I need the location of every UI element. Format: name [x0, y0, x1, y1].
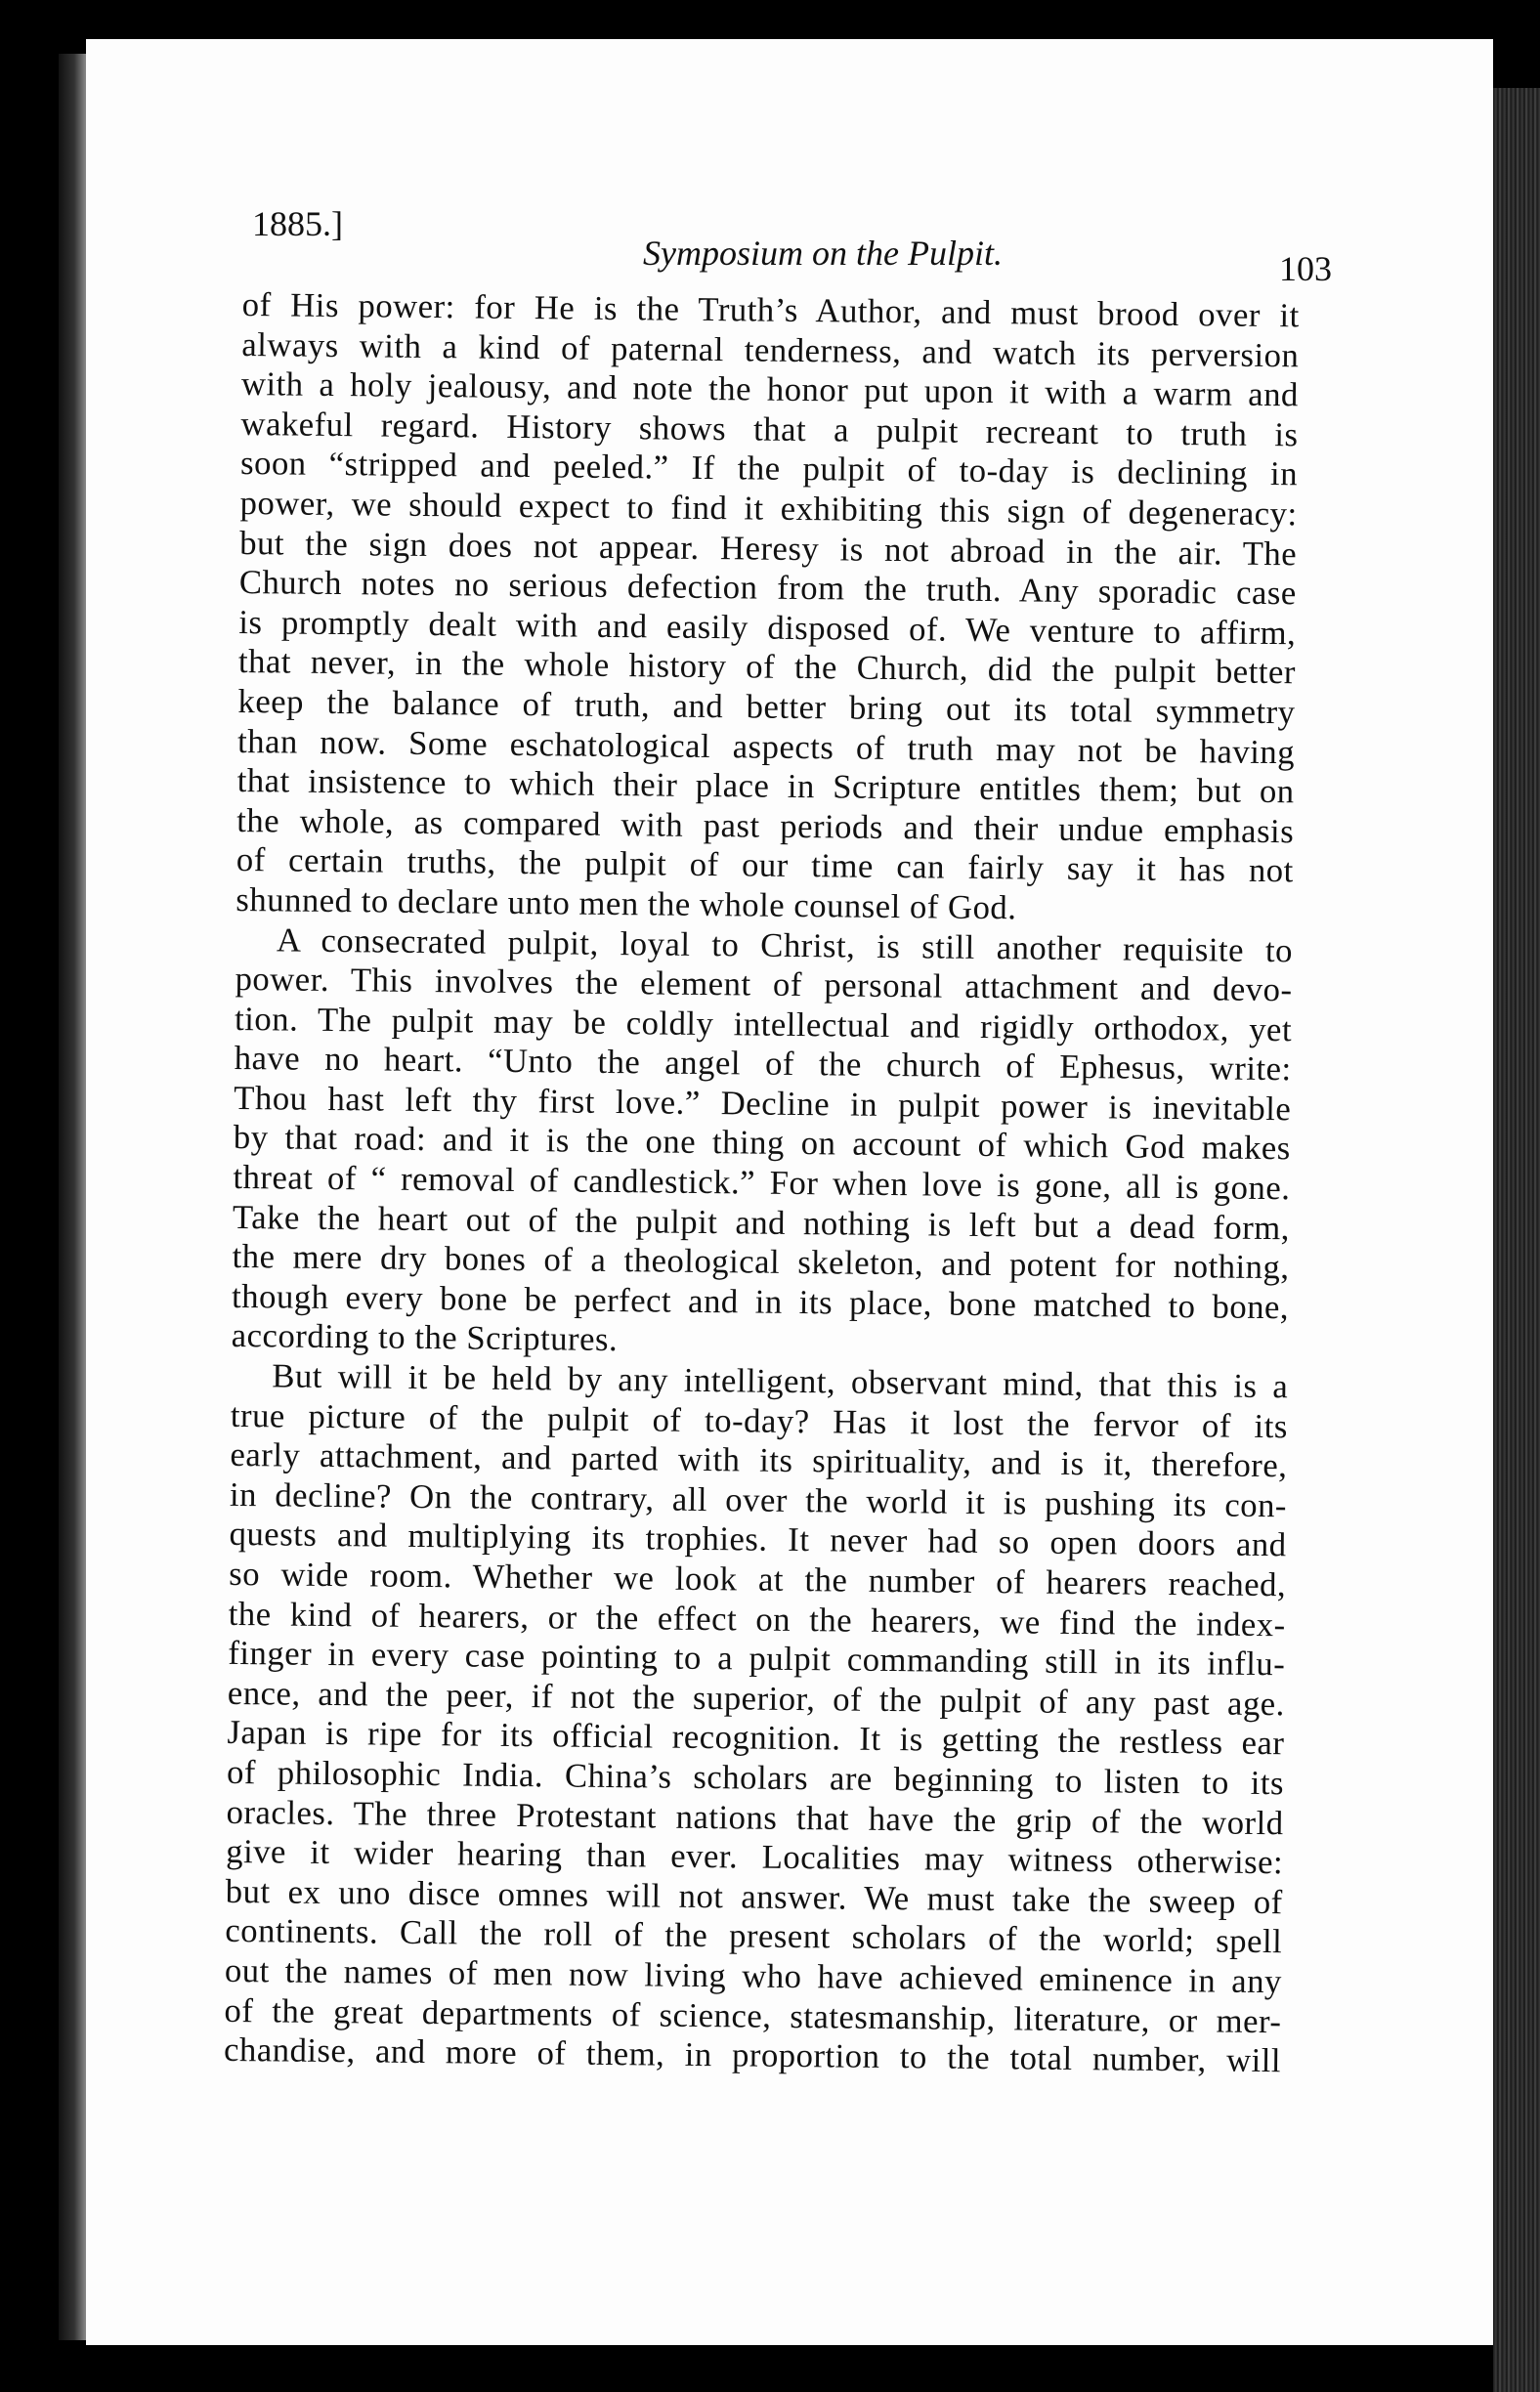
- text-line: so wide room. Whether we look at the number of hearers reached,: [228, 1554, 1287, 1604]
- text-line: of certain truths, the pulpit of our time can fairly say it has not: [235, 840, 1294, 890]
- text-line: Church notes no serious defection from the truth. Any sporadic case: [238, 563, 1297, 613]
- text-line: ence, and the peer, if not the superior, of the pulpit of any past age.: [227, 1673, 1286, 1724]
- text-line: Take the heart out of the pulpit and nothing is left but a dead form,: [232, 1197, 1291, 1247]
- text-line: of the great departments of science, statesmanship, literature, or mer-: [224, 1990, 1282, 2040]
- text-line: of philosophic India. China’s scholars are beginning to listen to its: [226, 1752, 1285, 1803]
- body-text: [224, 285, 1300, 2081]
- text-line: finger in every case pointing to a pulpit commanding still in its influ-: [228, 1634, 1286, 1684]
- text-line: but the sign does not appear. Heresy is not abroad in the air. The: [239, 523, 1298, 573]
- paragraph: [235, 285, 1300, 931]
- text-line: power. This involves the element of personal attachment and devo-: [235, 960, 1293, 1009]
- text-line: A consecrated pulpit, loyal to Christ, is still another requisite to: [276, 919, 1294, 969]
- text-line: chandise, and more of them, in proportion to the total number, will: [223, 2030, 1282, 2080]
- text-line: of His power: for He is the Truth’s Author, and must brood over it: [241, 285, 1300, 335]
- text-line: though every bone be perfect and in its place, bone matched to bone,: [231, 1276, 1290, 1327]
- text-line: power, we should expect to find it exhibiting this sign of degeneracy:: [239, 483, 1298, 534]
- text-line: but ex uno disce omnes will not answer. We must take the sweep of: [225, 1871, 1283, 1921]
- text-line: that never, in the whole history of the Church, did the pulpit better: [237, 642, 1297, 692]
- text-line: wakeful regard. History shows that a pulpit recreant to truth is: [240, 404, 1299, 454]
- text-line: out the names of men now living who have achieved eminence in any: [224, 1950, 1283, 2001]
- text-line: give it wider hearing than ever. Localities may witness otherwise:: [226, 1832, 1284, 1882]
- text-line: than now. Some eschatological aspects of truth may not be having: [236, 721, 1296, 771]
- text-line: threat of “ removal of candlestick.” For when love is gone, all is gone.: [233, 1158, 1291, 1208]
- text-line: true picture of the pulpit of to-day? Has it lost the fervor of its: [230, 1395, 1289, 1445]
- paragraph: [232, 919, 1294, 1367]
- text-line: the kind of hearers, or the effect on the hearers, we find the index-: [228, 1594, 1286, 1644]
- text-line: early attachment, and parted with its spirituality, and is it, therefore,: [230, 1435, 1288, 1485]
- text-line: keep the balance of truth, and better bring out its total symmetry: [237, 681, 1296, 732]
- text-line: soon “stripped and peeled.” If the pulpit of to-day is declining in: [239, 444, 1299, 493]
- text-line: Japan is ripe for its official recognition. It is getting the restless ear: [227, 1713, 1285, 1763]
- text-line: oracles. The three Protestant nations that have the grip of the world: [226, 1792, 1284, 1842]
- text-line: the mere dry bones of a theological skeleton, and potent for nothing,: [232, 1237, 1290, 1287]
- text-line: always with a kind of paternal tenderness, and watch its perversion: [241, 324, 1300, 374]
- header-year: 1885.]: [252, 204, 343, 243]
- text-line: is promptly dealt with and easily disposed of. We venture to affirm,: [238, 602, 1297, 653]
- text-line: according to the Scriptures.: [231, 1316, 619, 1359]
- text-line: with a holy jealousy, and note the honor put upon it with a warm and: [240, 364, 1300, 414]
- text-line: quests and multiplying its trophies. It never had so open doors and: [229, 1515, 1287, 1564]
- text-line: the whole, as compared with past periods and their undue emphasis: [236, 800, 1295, 851]
- running-title: Symposium on the Pulpit.: [643, 234, 1003, 273]
- book-page-edges: [1493, 88, 1540, 2392]
- page-number: 103: [1279, 249, 1332, 288]
- text-line: continents. Call the roll of the present scholars of the world; spell: [225, 1911, 1283, 1961]
- text-line: But will it be held by any intelligent, observant mind, that this is a: [272, 1356, 1289, 1406]
- text-line: shunned to declare unto men the whole counsel of God.: [235, 879, 1017, 927]
- text-line: tion. The pulpit may be coldly intellectual and rigidly orthodox, yet: [234, 999, 1293, 1048]
- text-line: that insistence to which their place in Scripture entitles them; but on: [236, 761, 1295, 811]
- paragraph: [224, 1356, 1289, 2081]
- running-header: [252, 203, 1332, 288]
- text-line: have no heart. “Unto the angel of the church of Ephesus, write:: [234, 1039, 1292, 1089]
- text-line: by that road: and it is the one thing on account of which God makes: [233, 1118, 1292, 1168]
- text-line: Thou hast left thy first love.” Decline in pulpit power is inevitable: [234, 1078, 1292, 1129]
- text-line: in decline? On the contrary, all over the world it is pushing its con-: [229, 1474, 1288, 1525]
